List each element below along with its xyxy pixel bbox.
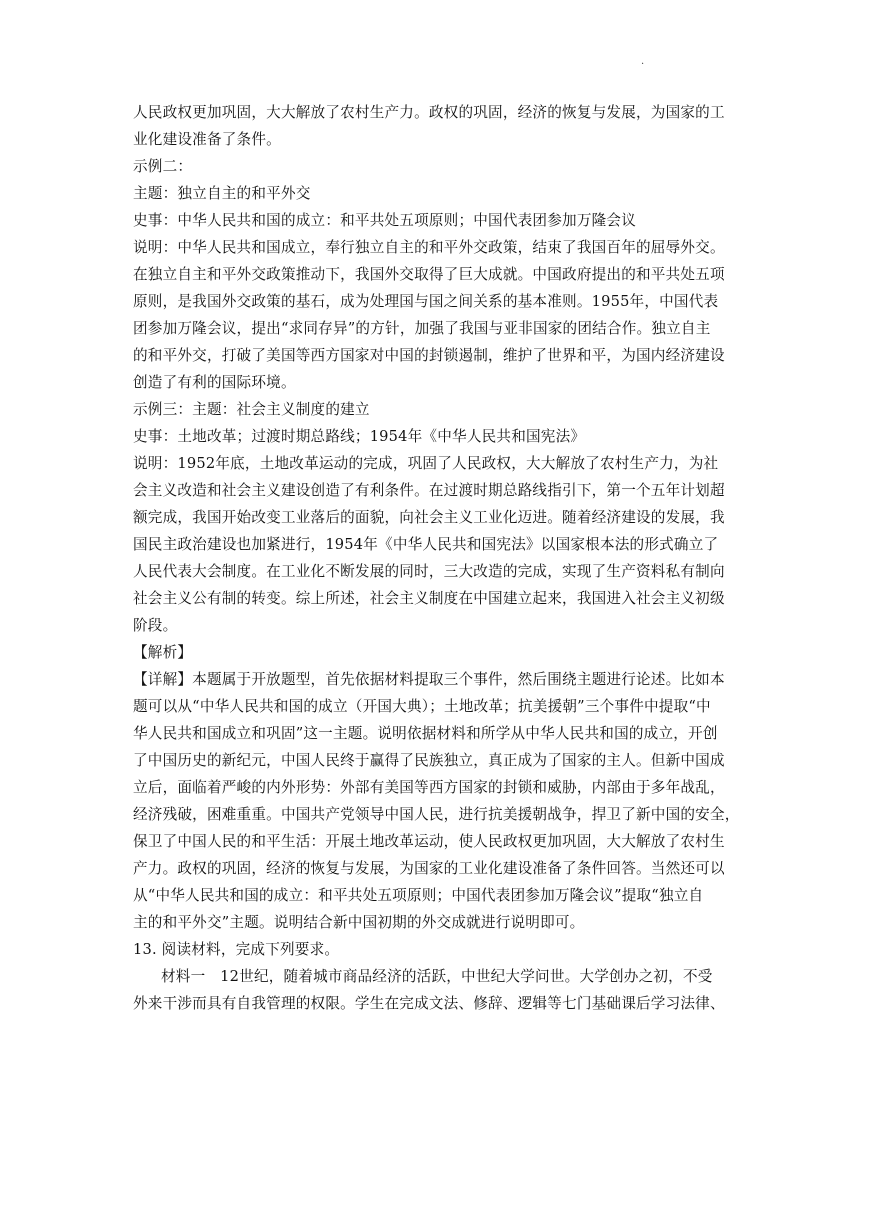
text-line: 13. 阅读材料，完成下列要求。 [133, 941, 340, 958]
text-line: 说明：1952年底，土地改革运动的完成，巩固了人民政权，大大解放了农村生产力，为社 [133, 455, 719, 472]
text-line: 主的和平外交”主题。说明结合新中国初期的外交成就进行说明即可。 [133, 914, 585, 931]
text-line: 示例二： [133, 158, 193, 175]
text-line: 原则，是我国外交政策的基石，成为处理国与国之间关系的基本准则。1955年，中国代表 [133, 293, 719, 310]
text-line: 保卫了中国人民的和平生活：开展土地改革运动，使人民政权更加巩固，大大解放了农村生 [133, 833, 725, 850]
text-line: 的和平外交，打破了美国等西方国家对中国的封锁遏制，维护了世界和平，为国内经济建设 [133, 347, 725, 364]
text-line: 业化建设准备了条件。 [133, 131, 281, 148]
text-line: 材料一 12世纪，随着城市商品经济的活跃，中世纪大学问世。大学创办之初，不受 [161, 968, 713, 985]
text-line: 额完成，我国开始改变工业落后的面貌，向社会主义工业化迈进。随着经济建设的发展，我 [133, 509, 725, 526]
text-line: 外来干涉而具有自我管理的权限。学生在完成文法、修辞、逻辑等七门基础课后学习法律、 [133, 995, 725, 1012]
text-line: 华人民共和国成立和巩固”这一主题。说明依据材料和所学从中华人民共和国的成立，开创 [133, 725, 718, 742]
text-line: 产力。政权的巩固，经济的恢复与发展，为国家的工业化建设准备了条件回答。当然还可以 [133, 860, 725, 877]
text-line: 史事：土地改革；过渡时期总路线；1954年《中华人民共和国宪法》 [133, 428, 586, 445]
document-body [133, 99, 773, 1017]
text-line: 从“中华人民共和国的成立：和平共处五项原则；中国代表团参加万隆会议”提取“独立自 [133, 887, 704, 904]
text-line: 人民代表大会制度。在工业化不断发展的同时，三大改造的完成，实现了生产资料私有制向 [133, 563, 725, 580]
text-line: 团参加万隆会议，提出“求同存异”的方针，加强了我国与亚非国家的团结合作。独立自主 [133, 320, 711, 337]
text-line: 经济残破，困难重重。中国共产党领导中国人民，进行抗美援朝战争，捍卫了新中国的安全， [133, 806, 740, 823]
text-line: 在独立自主和平外交政策推动下，我国外交取得了巨大成就。中国政府提出的和平共处五项 [133, 266, 725, 283]
text-line: 人民政权更加巩固，大大解放了农村生产力。政权的巩固，经济的恢复与发展，为国家的工 [133, 104, 725, 121]
text-line: 了中国历史的新纪元，中国人民终于赢得了民族独立，真正成为了国家的主人。但新中国成 [133, 752, 725, 769]
text-line: 会主义改造和社会主义建设创造了有利条件。在过渡时期总路线指引下，第一个五年计划超 [133, 482, 725, 499]
text-line: 阶段。 [133, 617, 178, 634]
text-line: 【解析】 [133, 644, 193, 661]
text-line: 创造了有利的国际环境。 [133, 374, 296, 391]
text-line: 立后，面临着严峻的内外形势：外部有美国等西方国家的封锁和威胁，内部由于多年战乱， [133, 779, 725, 796]
text-line: 说明：中华人民共和国成立，奉行独立自主的和平外交政策，结束了我国百年的屈辱外交。 [133, 239, 725, 256]
text-line: 史事：中华人民共和国的成立：和平共处五项原则；中国代表团参加万隆会议 [133, 212, 636, 229]
text-line: 社会主义公有制的转变。综上所述，社会主义制度在中国建立起来，我国进入社会主义初级 [133, 590, 725, 607]
header-dot: . [641, 56, 645, 67]
text-line: 主题：独立自主的和平外交 [133, 185, 311, 202]
text-line: 国民主政治建设也加紧进行，1954年《中华人民共和国宪法》以国家根本法的形式确立了 [133, 536, 719, 553]
text-line: 【详解】本题属于开放题型，首先依据材料提取三个事件，然后围绕主题进行论述。比如本 [133, 671, 725, 688]
text-line: 示例三：主题：社会主义制度的建立 [133, 401, 370, 418]
text-line: 题可以从“中华人民共和国的成立（开国大典）；土地改革；抗美援朝”三个事件中提取“中 [133, 698, 711, 715]
